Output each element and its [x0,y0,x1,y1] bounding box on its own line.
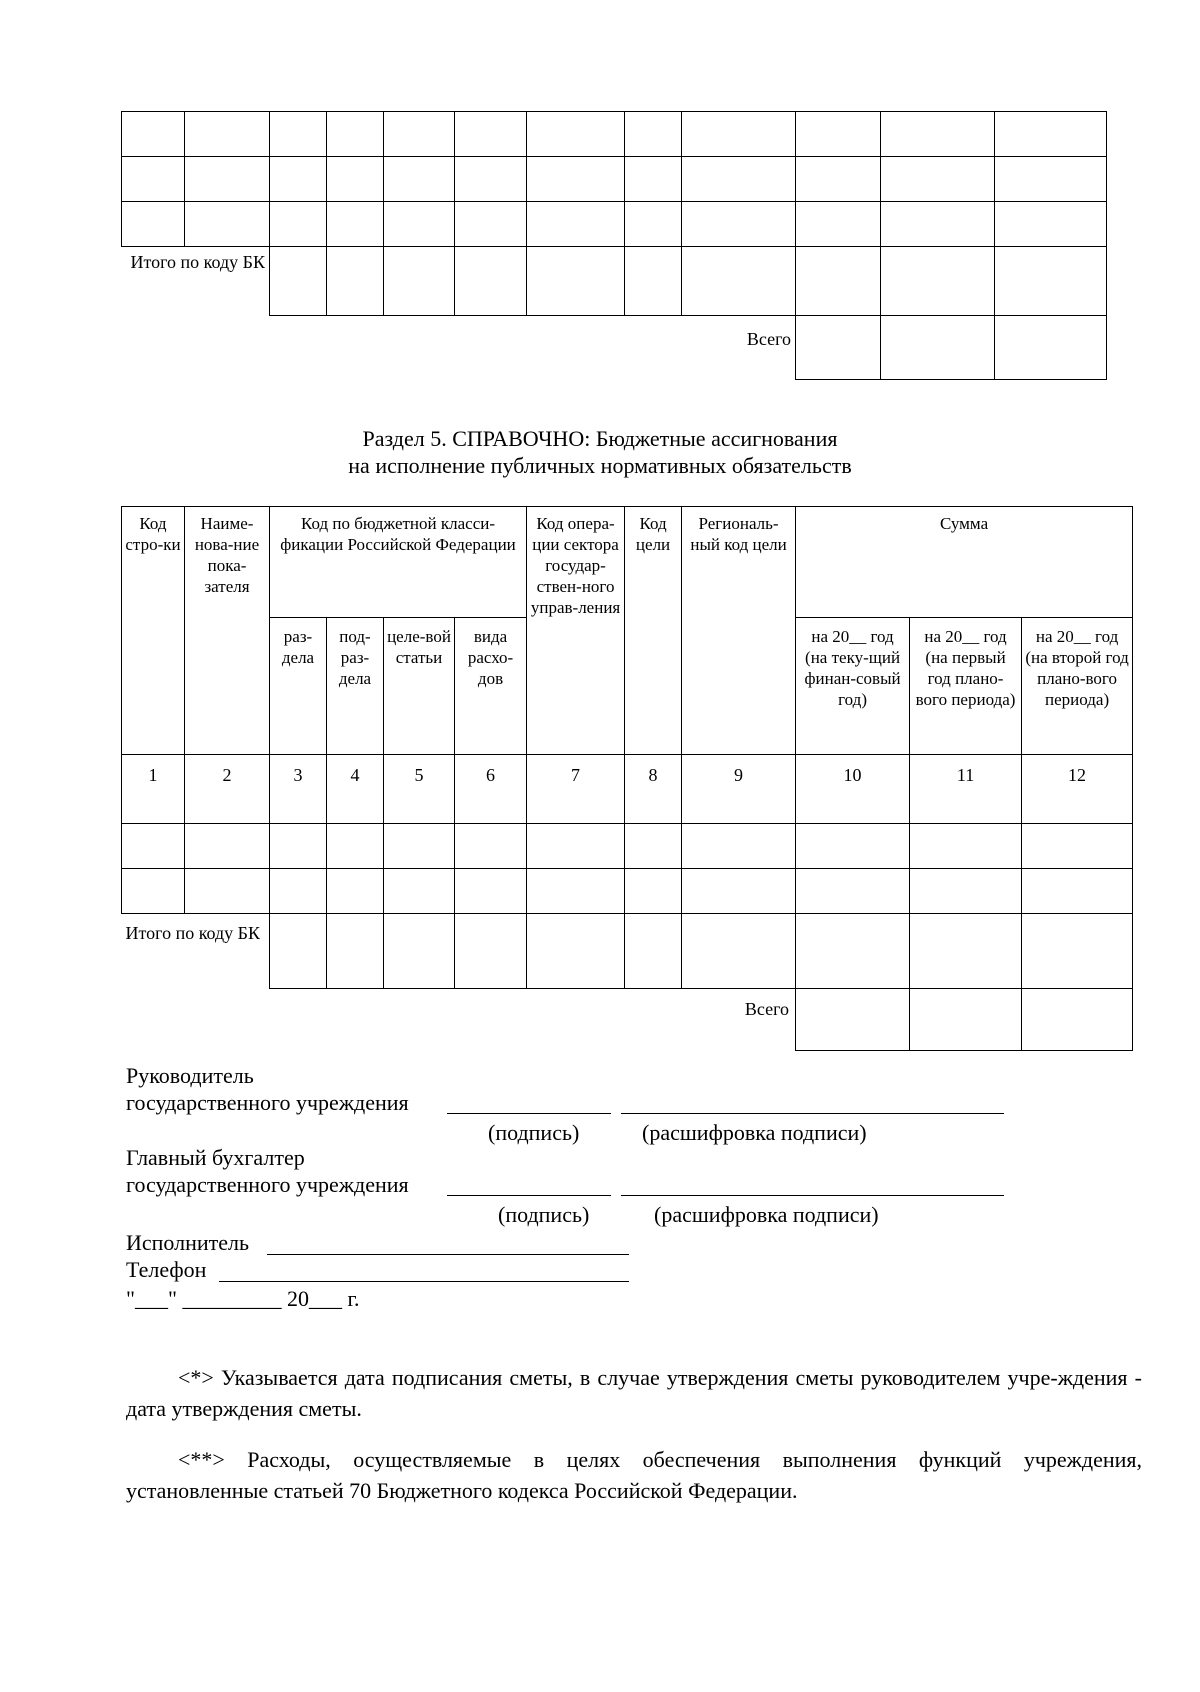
column-number: 7 [527,755,625,824]
executor-line[interactable] [267,1254,629,1255]
header-year-second: на 20__ год (на второй год плано-вого периода) [1022,618,1133,755]
vsego-label: Всего [746,328,791,349]
column-number: 3 [270,755,327,824]
header-section: раз-дела [270,618,327,755]
column-number: 1 [122,755,185,824]
header-indicator: Наиме-нова-ние пока-зателя [185,507,270,755]
decode-caption: (расшифровка подписи) [642,1120,867,1145]
head-label-line1: Руководитель [126,1063,254,1088]
column-number: 8 [625,755,682,824]
vsego-row [122,988,1133,1051]
section-title-line1: Раздел 5. СПРАВОЧНО: Бюджетные ассигнования [362,426,838,451]
column-number: 12 [1022,755,1133,824]
header-kosgu: Код опера-ции сектора государ-ствен-ного управ-ления [527,507,625,755]
column-number: 2 [185,755,270,824]
header-expense-type: вида расхо-дов [455,618,527,755]
accountant-signature-line[interactable] [447,1195,611,1196]
column-number: 4 [327,755,384,824]
footnote-2: <**> Расходы, осуществляемые в целях обеспечения выполнения функций учреждения, установленные статьей 70 Бюджетного кодекса Российской Федерации. [126,1447,1142,1503]
section5-table [121,506,1133,1051]
head-decode-line[interactable] [621,1113,1004,1114]
decode-caption: (расшифровка подписи) [654,1202,879,1227]
header-sum: Сумма [796,507,1133,618]
vsego-label: Всего [744,998,790,1019]
table-row [122,824,1133,869]
column-number: 11 [910,755,1022,824]
section-title-line2: на исполнение публичных нормативных обязательств [348,453,852,478]
column-number: 9 [682,755,796,824]
header-row [122,507,1133,618]
column-number: 5 [384,755,455,824]
signature-caption: (подпись) [498,1202,590,1227]
column-number-row [122,755,1133,824]
header-regional-goal: Региональ-ный код цели [682,507,796,755]
table-row [122,157,1107,202]
table-row [122,202,1107,247]
phone-label: Телефон [126,1257,207,1282]
table-row [122,112,1107,157]
accountant-label-line1: Главный бухгалтер [126,1145,305,1170]
accountant-decode-line[interactable] [621,1195,1004,1196]
signature-caption: (подпись) [488,1120,580,1145]
column-number: 6 [455,755,527,824]
phone-line[interactable] [219,1281,629,1282]
head-label-line2: государственного учреждения [126,1090,409,1115]
top-continuation-table [121,111,1107,380]
header-goal-code: Код цели [625,507,682,755]
accountant-label-line2: государственного учреждения [126,1172,409,1197]
itogo-row [122,247,1107,316]
header-bk-group: Код по бюджетной класси-фикации Российской Федерации [270,507,527,618]
header-year-first: на 20__ год (на первый год плано-вого периода) [910,618,1022,755]
table-row [122,869,1133,914]
header-year-current: на 20__ год (на теку-щий финан-совый год) [796,618,910,755]
head-signature-line[interactable] [447,1113,611,1114]
column-number: 10 [796,755,910,824]
vsego-row [122,315,1107,380]
itogo-label: Итого по коду БК [130,252,265,272]
footnote-1: <*> Указывается дата подписания сметы, в случае утверждения сметы руководителем учре-ждения - дата утверждения сметы. [126,1365,1142,1421]
date-line: "___" _________ 20___ г. [126,1286,360,1311]
itogo-label: Итого по коду БК [125,923,261,943]
header-target-article: целе-вой статьи [384,618,455,755]
executor-label: Исполнитель [126,1230,250,1255]
itogo-row [122,914,1133,989]
header-subsection: под-раз-дела [327,618,384,755]
header-code-row: Код стро-ки [122,507,185,755]
